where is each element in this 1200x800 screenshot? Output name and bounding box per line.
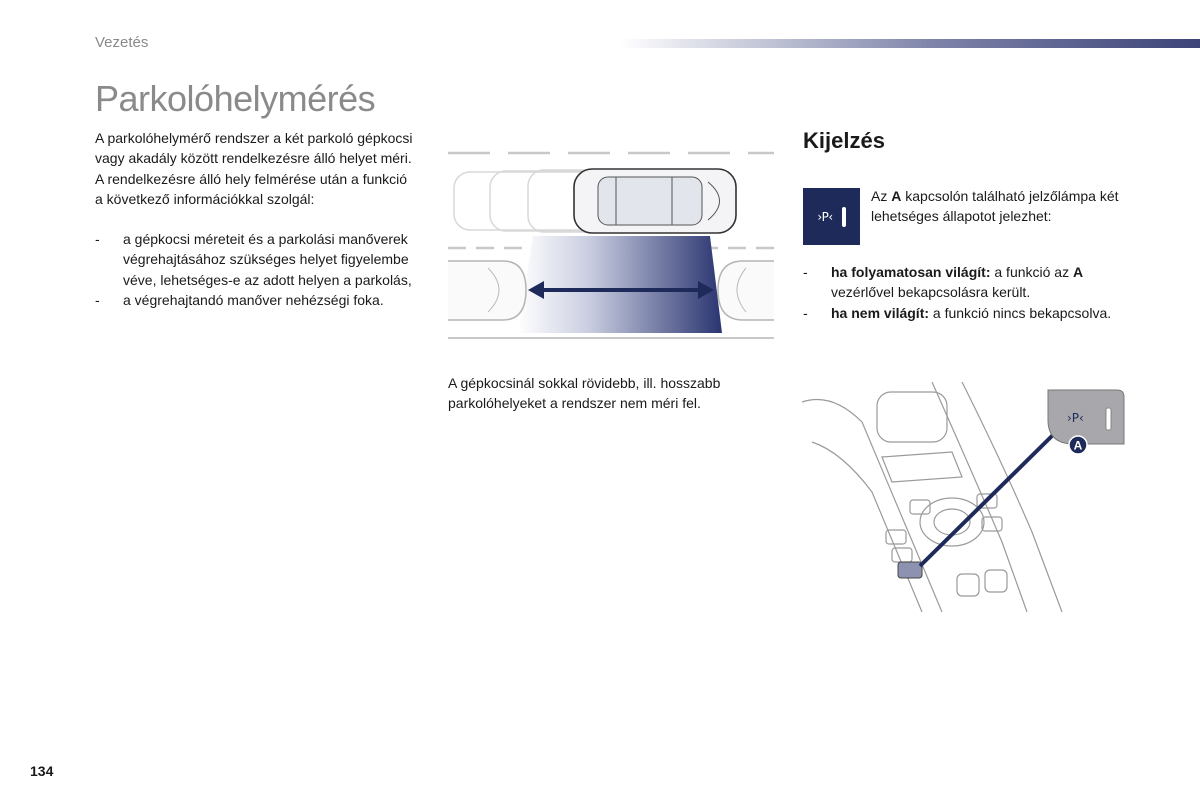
text-fragment: kapcsolón található jelzőlámpa két lehetséges állapotot jelezhet:	[871, 188, 1119, 225]
list-item: - a gépkocsi méreteit és a parkolási manőverek végrehajtásához szükséges helyet figyelembe véve, lehetséges-e az adott helyen a parkolás,	[95, 229, 425, 290]
parked-car-rear	[448, 261, 526, 320]
indicator-description	[871, 186, 1131, 227]
page-number: 134	[30, 763, 54, 779]
header-gradient-bar	[620, 39, 1200, 48]
text-fragment: vezérlővel bekapcsolásra került.	[831, 284, 1031, 301]
illustration-caption: A gépkocsinál sokkal rövidebb, ill. hosszabb parkolóhelyeket a rendszer nem méri fel.	[448, 375, 721, 412]
text-fragment: a funkció az	[990, 264, 1073, 280]
text-fragment: a funkció nincs bekapcsolva.	[929, 304, 1112, 321]
control-letter: A	[891, 188, 902, 204]
callout-letter: A	[1073, 438, 1083, 453]
text-fragment: Az	[871, 188, 892, 204]
parking-indicator-icon	[803, 188, 860, 245]
closeup-symbol: ›P‹	[1067, 411, 1084, 425]
state-label: ha nem világít:	[831, 304, 930, 321]
page-title: Parkolóhelymérés	[95, 78, 376, 119]
park-assist-switch	[898, 562, 922, 578]
list-item: - a végrehajtandó manőver nehézségi foka.	[95, 290, 425, 310]
section-label: Vezetés	[95, 34, 149, 51]
state-item	[803, 262, 1123, 303]
parking-measurement-illustration	[448, 140, 774, 345]
closeup-lamp	[1106, 408, 1111, 430]
intro-paragraph: A parkolóhelymérő rendszer a két parkoló gépkocsi vagy akadály között rendelkezésre álló helyet méri. A rendelkezésre álló hely felmérése után a funkció a következő információkkal szolgál:	[95, 130, 413, 208]
indicator-states	[803, 262, 1123, 323]
indicator-lamp	[842, 207, 846, 227]
park-symbol: ›P‹	[817, 209, 833, 224]
control-letter: A	[1072, 264, 1084, 280]
console-outline	[802, 382, 1062, 612]
parked-car-front	[718, 261, 774, 320]
measured-space	[518, 236, 722, 333]
section-heading: Kijelzés	[803, 128, 885, 153]
state-item	[803, 303, 1123, 323]
switch-closeup	[1048, 390, 1124, 444]
console-switch-illustration	[802, 382, 1130, 612]
moving-car	[574, 169, 736, 233]
state-label: ha folyamatosan világít:	[831, 264, 991, 280]
feature-list	[95, 229, 425, 311]
